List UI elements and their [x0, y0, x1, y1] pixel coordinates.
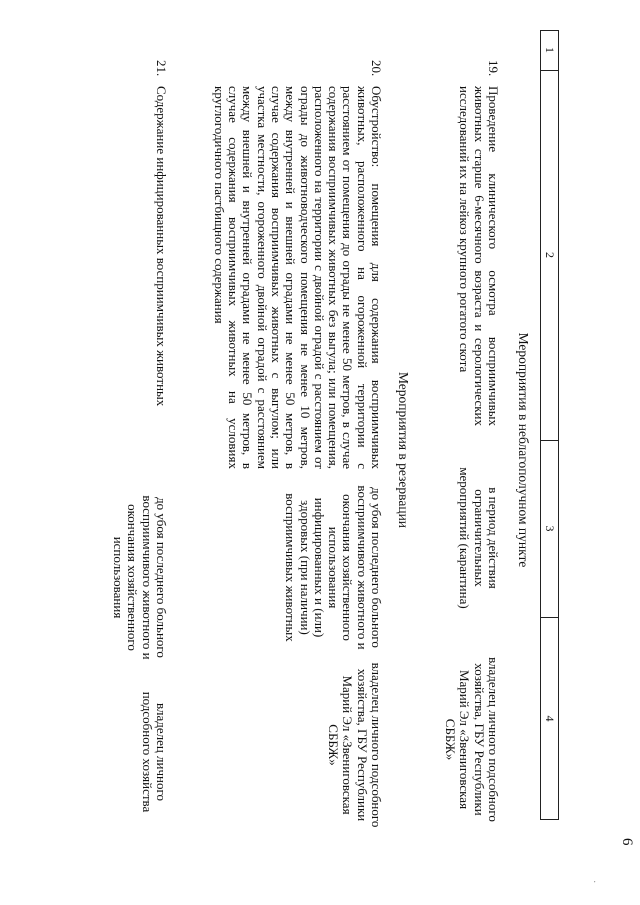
header-col-1: 1 [543, 47, 557, 53]
row-number: 19. [486, 60, 501, 77]
header-col-3: 3 [543, 525, 557, 532]
row-measure: Обустройство: помещения для содержания восприимчивых животных, расположенного на огороженной территории с расстоянием от помещения до ограды не менее 50 метров, в случае содержания восприимчивых животных без выгула; или помещения, расположенного на территории с двойной оградой с расстоянием от ограды до животноводческого помещения не менее 10 метров, между внутренней и внешней оградами не менее 50 метров, в случае содержания восприимчивых животных с выгулом; или участка местности, огороженного двойной оградой с расстоянием между внешней и внутренней оградами не менее 50 метров, в случае содержания восприимчивых животных на условиях круглогодичного пастбищного содержания [211, 86, 384, 469]
section-title-reservation: Мероприятия в резервации [396, 371, 411, 529]
row-number: 20. [369, 60, 384, 77]
header-divider [541, 819, 558, 820]
table-header [540, 30, 559, 820]
row-responsible: владелец личного подсобного хозяйства, ГБУ Республики Марий Эл «Звениговская СББЖ» [443, 657, 501, 822]
header-col-2: 2 [543, 252, 557, 258]
section-title-unfavorable: Мероприятия в неблагополучном пункте [516, 332, 531, 568]
row-measure: Проведение клинического осмотра восприимчивых животных старше 6-месячного возраста и серологических исследований их на лейкоз крупного рогатого скота [457, 86, 501, 426]
row-period: до убоя последнего больного восприимчивого животного и окончания хозяйственного использования [111, 495, 169, 660]
scan-speck: · [588, 880, 599, 884]
row-responsible: владелец личного подсобного хозяйства, ГБУ Республики Марий Эл «Звениговская СББЖ» [326, 662, 384, 828]
row-measure: Содержание инфицированных восприимчивых животных [154, 86, 169, 407]
row-period: в период действия ограничительных мероприятий (карантина) [457, 467, 501, 609]
row-responsible: владелец личного подсобного хозяйства [139, 691, 169, 813]
page-number: 6 [619, 838, 635, 846]
row-period: до убоя последнего больного восприимчивого животного и окончания хозяйственного использования инфицированных и (или) здоровых (при наличии) восприимчивых животных [283, 485, 384, 650]
row-number: 21. [154, 60, 169, 77]
header-col-4: 4 [543, 715, 557, 722]
